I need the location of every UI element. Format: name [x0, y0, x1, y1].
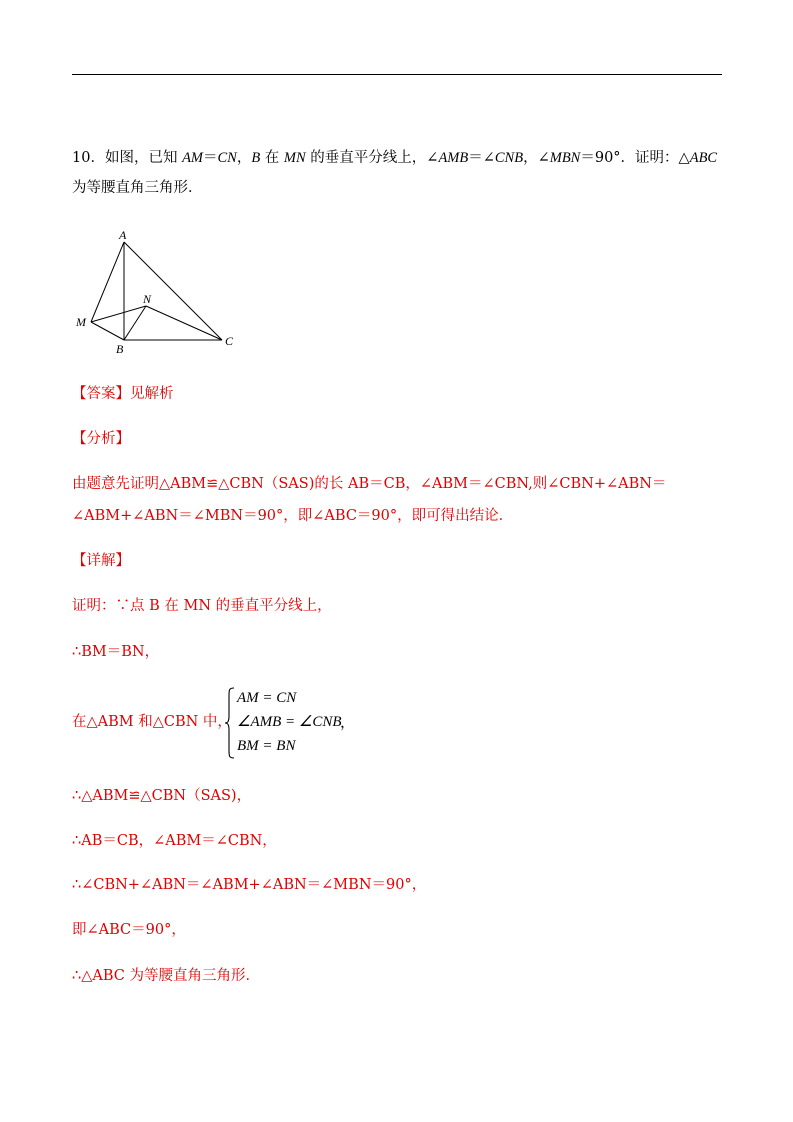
- header-rule: [72, 74, 722, 75]
- answer-label: 【答案】: [72, 386, 130, 402]
- equation-system: [225, 686, 355, 760]
- label-C: C: [225, 334, 234, 348]
- system-line-2: ∠AMB = ∠CNB: [237, 714, 342, 730]
- system-lines: [237, 686, 342, 758]
- system-comma: ，: [340, 713, 356, 731]
- label-N: N: [143, 292, 152, 306]
- segment-AM: [91, 242, 124, 322]
- triangle-diagram: [70, 226, 240, 358]
- detail-line-6: ∴∠CBN+∠ABN＝∠ABM+∠ABN＝∠MBN＝90°，: [72, 877, 427, 893]
- detail-label: 【详解】: [72, 553, 130, 569]
- analysis-text: 由题意先证明△ABM≌△CBN（SAS)的长 AB＝CB，∠ABM＝∠CBN,则∠CBN+∠ABN＝∠ABM+∠ABN＝∠MBN＝90°，即∠ABC＝90°，即可得出结论．: [72, 476, 667, 524]
- segment-AC: [124, 242, 222, 340]
- segment-MB: [91, 322, 124, 340]
- detail-line-7: 即∠ABC＝90°，: [72, 922, 186, 938]
- answer-line: [72, 378, 174, 410]
- label-M: M: [76, 315, 86, 329]
- detail-line-5: ∴AB＝CB，∠ABM＝∠CBN，: [72, 833, 277, 849]
- detail-line-1: 证明：∵点 B 在 MN 的垂直平分线上，: [72, 598, 332, 614]
- answer-text: 见解析: [130, 386, 174, 402]
- detail-line-3: 在△ABM 和△CBN 中，: [72, 714, 232, 730]
- detail-line-2: ∴BM＝BN，: [72, 644, 160, 660]
- question-text: 10．如图，已知 AM＝CN，B 在 MN 的垂直平分线上，∠AMB＝∠CNB，∠MBN＝90°．证明：△ABC 为等腰直角三角形．: [72, 150, 718, 196]
- geometry-figure: [70, 226, 240, 358]
- label-B: B: [116, 342, 124, 356]
- left-brace-icon: [225, 686, 235, 760]
- detail-line-8: ∴△ABC 为等腰直角三角形．: [72, 968, 260, 984]
- analysis-label: 【分析】: [72, 431, 130, 447]
- label-A: A: [119, 228, 127, 242]
- detail-line-4: ∴△ABM≌△CBN（SAS)，: [72, 788, 252, 804]
- segment-NC: [146, 306, 222, 340]
- system-line-3: BM = BN: [237, 738, 296, 754]
- system-line-1: AM = CN: [237, 690, 297, 706]
